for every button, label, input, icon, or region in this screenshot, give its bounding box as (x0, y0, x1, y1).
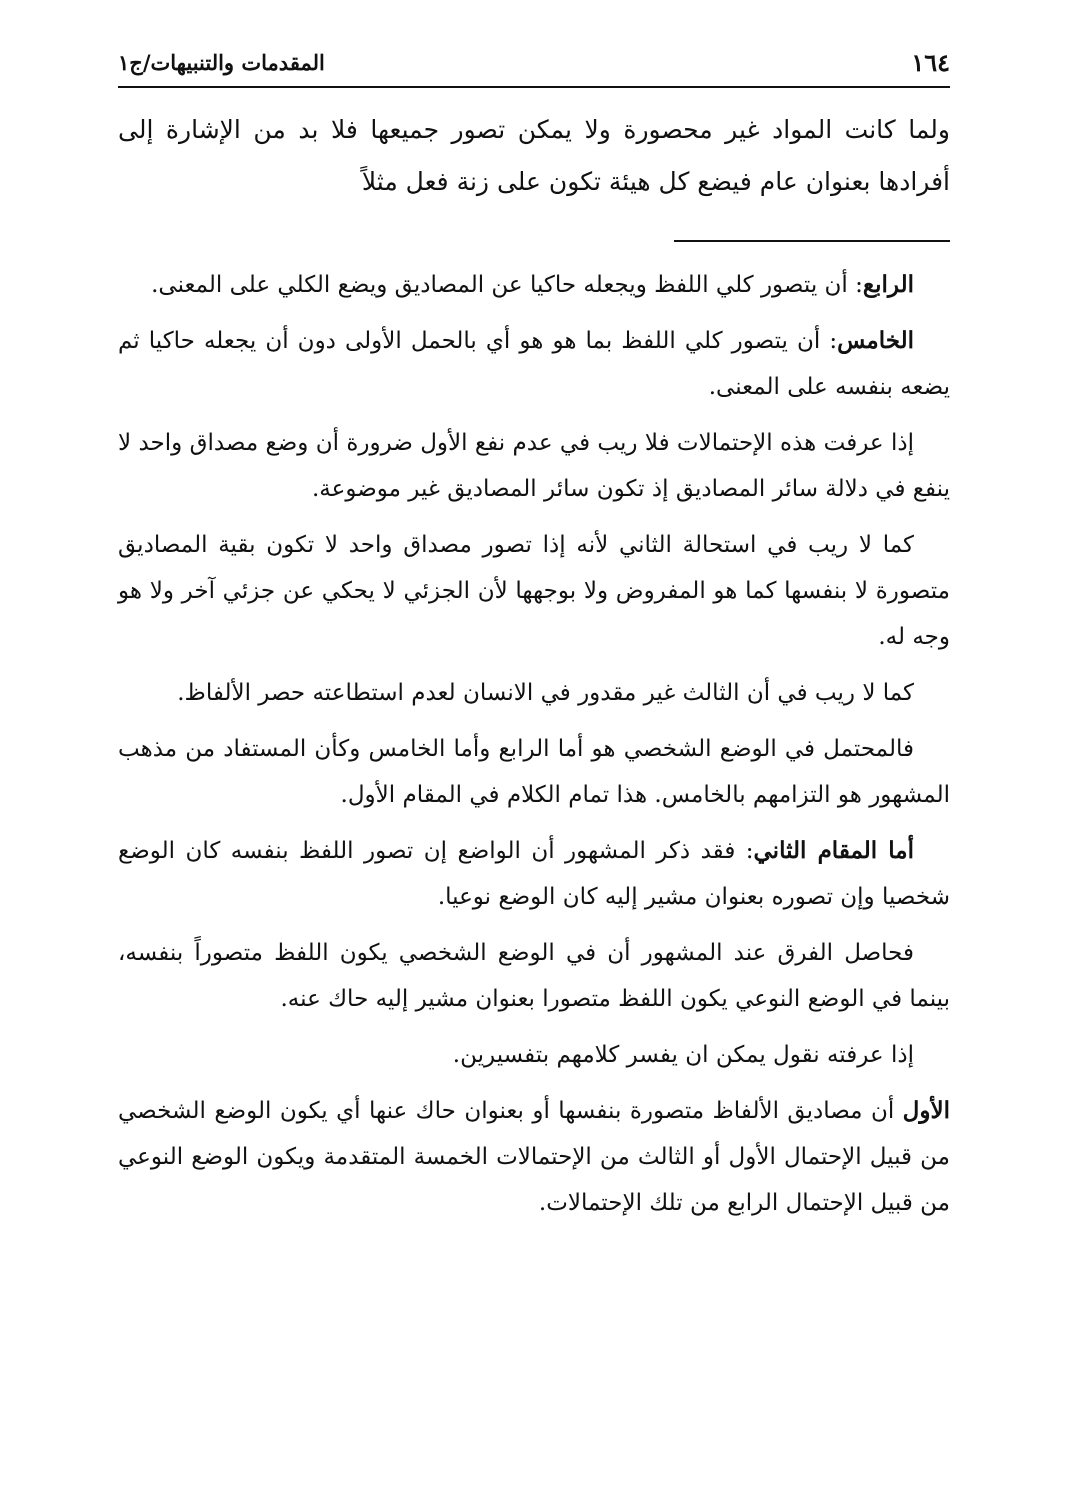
main-text-block (118, 104, 950, 208)
page-header (118, 46, 950, 88)
running-title: المقدمات والتنبيهات/ج١ (118, 50, 325, 75)
note-lead: أما المقام الثاني (753, 837, 914, 864)
note-text: أن مصاديق الألفاظ متصورة بنفسها أو بعنوان حاك عنها أي يكون الوضع الشخصي من قبيل الإحتمال الأول أو الثالث من الإحتمالات الخمسة المتقدمة ويكون الوضع النوعي من قبيل الإحتمال الرابع من تلك الإحتمالات. (118, 1098, 950, 1216)
note-paragraph-second-station (118, 828, 950, 920)
note-paragraph-fifth (118, 318, 950, 410)
note-paragraph-fourth (118, 262, 950, 308)
note-paragraph: كما لا ريب في استحالة الثاني لأنه إذا تصور مصداق واحد لا تكون بقية المصاديق متصورة لا بنفسها كما هو المفروض ولا بوجهها لأن الجزئي لا يحكي عن جزئي آخر ولا هو وجه له. (118, 532, 950, 650)
note-lead: الخامس (837, 327, 914, 354)
note-paragraph: فحاصل الفرق عند المشهور أن في الوضع الشخصي يكون اللفظ متصوراً بنفسه، بينما في الوضع النوعي يكون اللفظ متصورا بعنوان مشير إليه حاك عنه. (118, 940, 950, 1012)
note-paragraph-first (118, 1088, 950, 1226)
note-text: : فقد ذكر المشهور أن الواضع إن تصور اللفظ بنفسه كان الوضع شخصيا وإن تصوره بعنوان مشير إليه كان الوضع نوعيا. (118, 838, 950, 910)
note-paragraph: إذا عرفت هذه الإحتمالات فلا ريب في عدم نفع الأول ضرورة أن وضع مصداق واحد لا ينفع في دلالة سائر المصاديق إذ تكون سائر المصاديق غير موضوعة. (118, 430, 950, 502)
note-paragraph: فالمحتمل في الوضع الشخصي هو أما الرابع وأما الخامس وكأن المستفاد من مذهب المشهور هو التزامهم بالخامس. هذا تمام الكلام في المقام الأول. (118, 736, 950, 808)
note-paragraph: كما لا ريب في أن الثالث غير مقدور في الانسان لعدم استطاعته حصر الألفاظ. (177, 680, 914, 706)
main-paragraph: ولما كانت المواد غير محصورة ولا يمكن تصور جميعها فلا بد من الإشارة إلى أفرادها بعنوان عام فيضع كل هيئة تكون على زنة فعل مثلاً (118, 115, 950, 196)
note-text: : أن يتصور كلي اللفظ بما هو هو أي بالحمل الأولى دون أن يجعله حاكيا ثم يضعه بنفسه على المعنى. (118, 328, 950, 400)
note-lead: الرابع (862, 271, 914, 298)
note-lead: الأول (902, 1097, 950, 1124)
footnotes-block (118, 262, 950, 1236)
footnote-separator (674, 240, 950, 242)
note-paragraph: إذا عرفته نقول يمكن ان يفسر كلامهم بتفسيرين. (452, 1042, 914, 1068)
note-text: : أن يتصور كلي اللفظ ويجعله حاكيا عن المصاديق ويضع الكلي على المعنى. (151, 272, 863, 298)
page-number: ١٦٤ (911, 48, 950, 77)
